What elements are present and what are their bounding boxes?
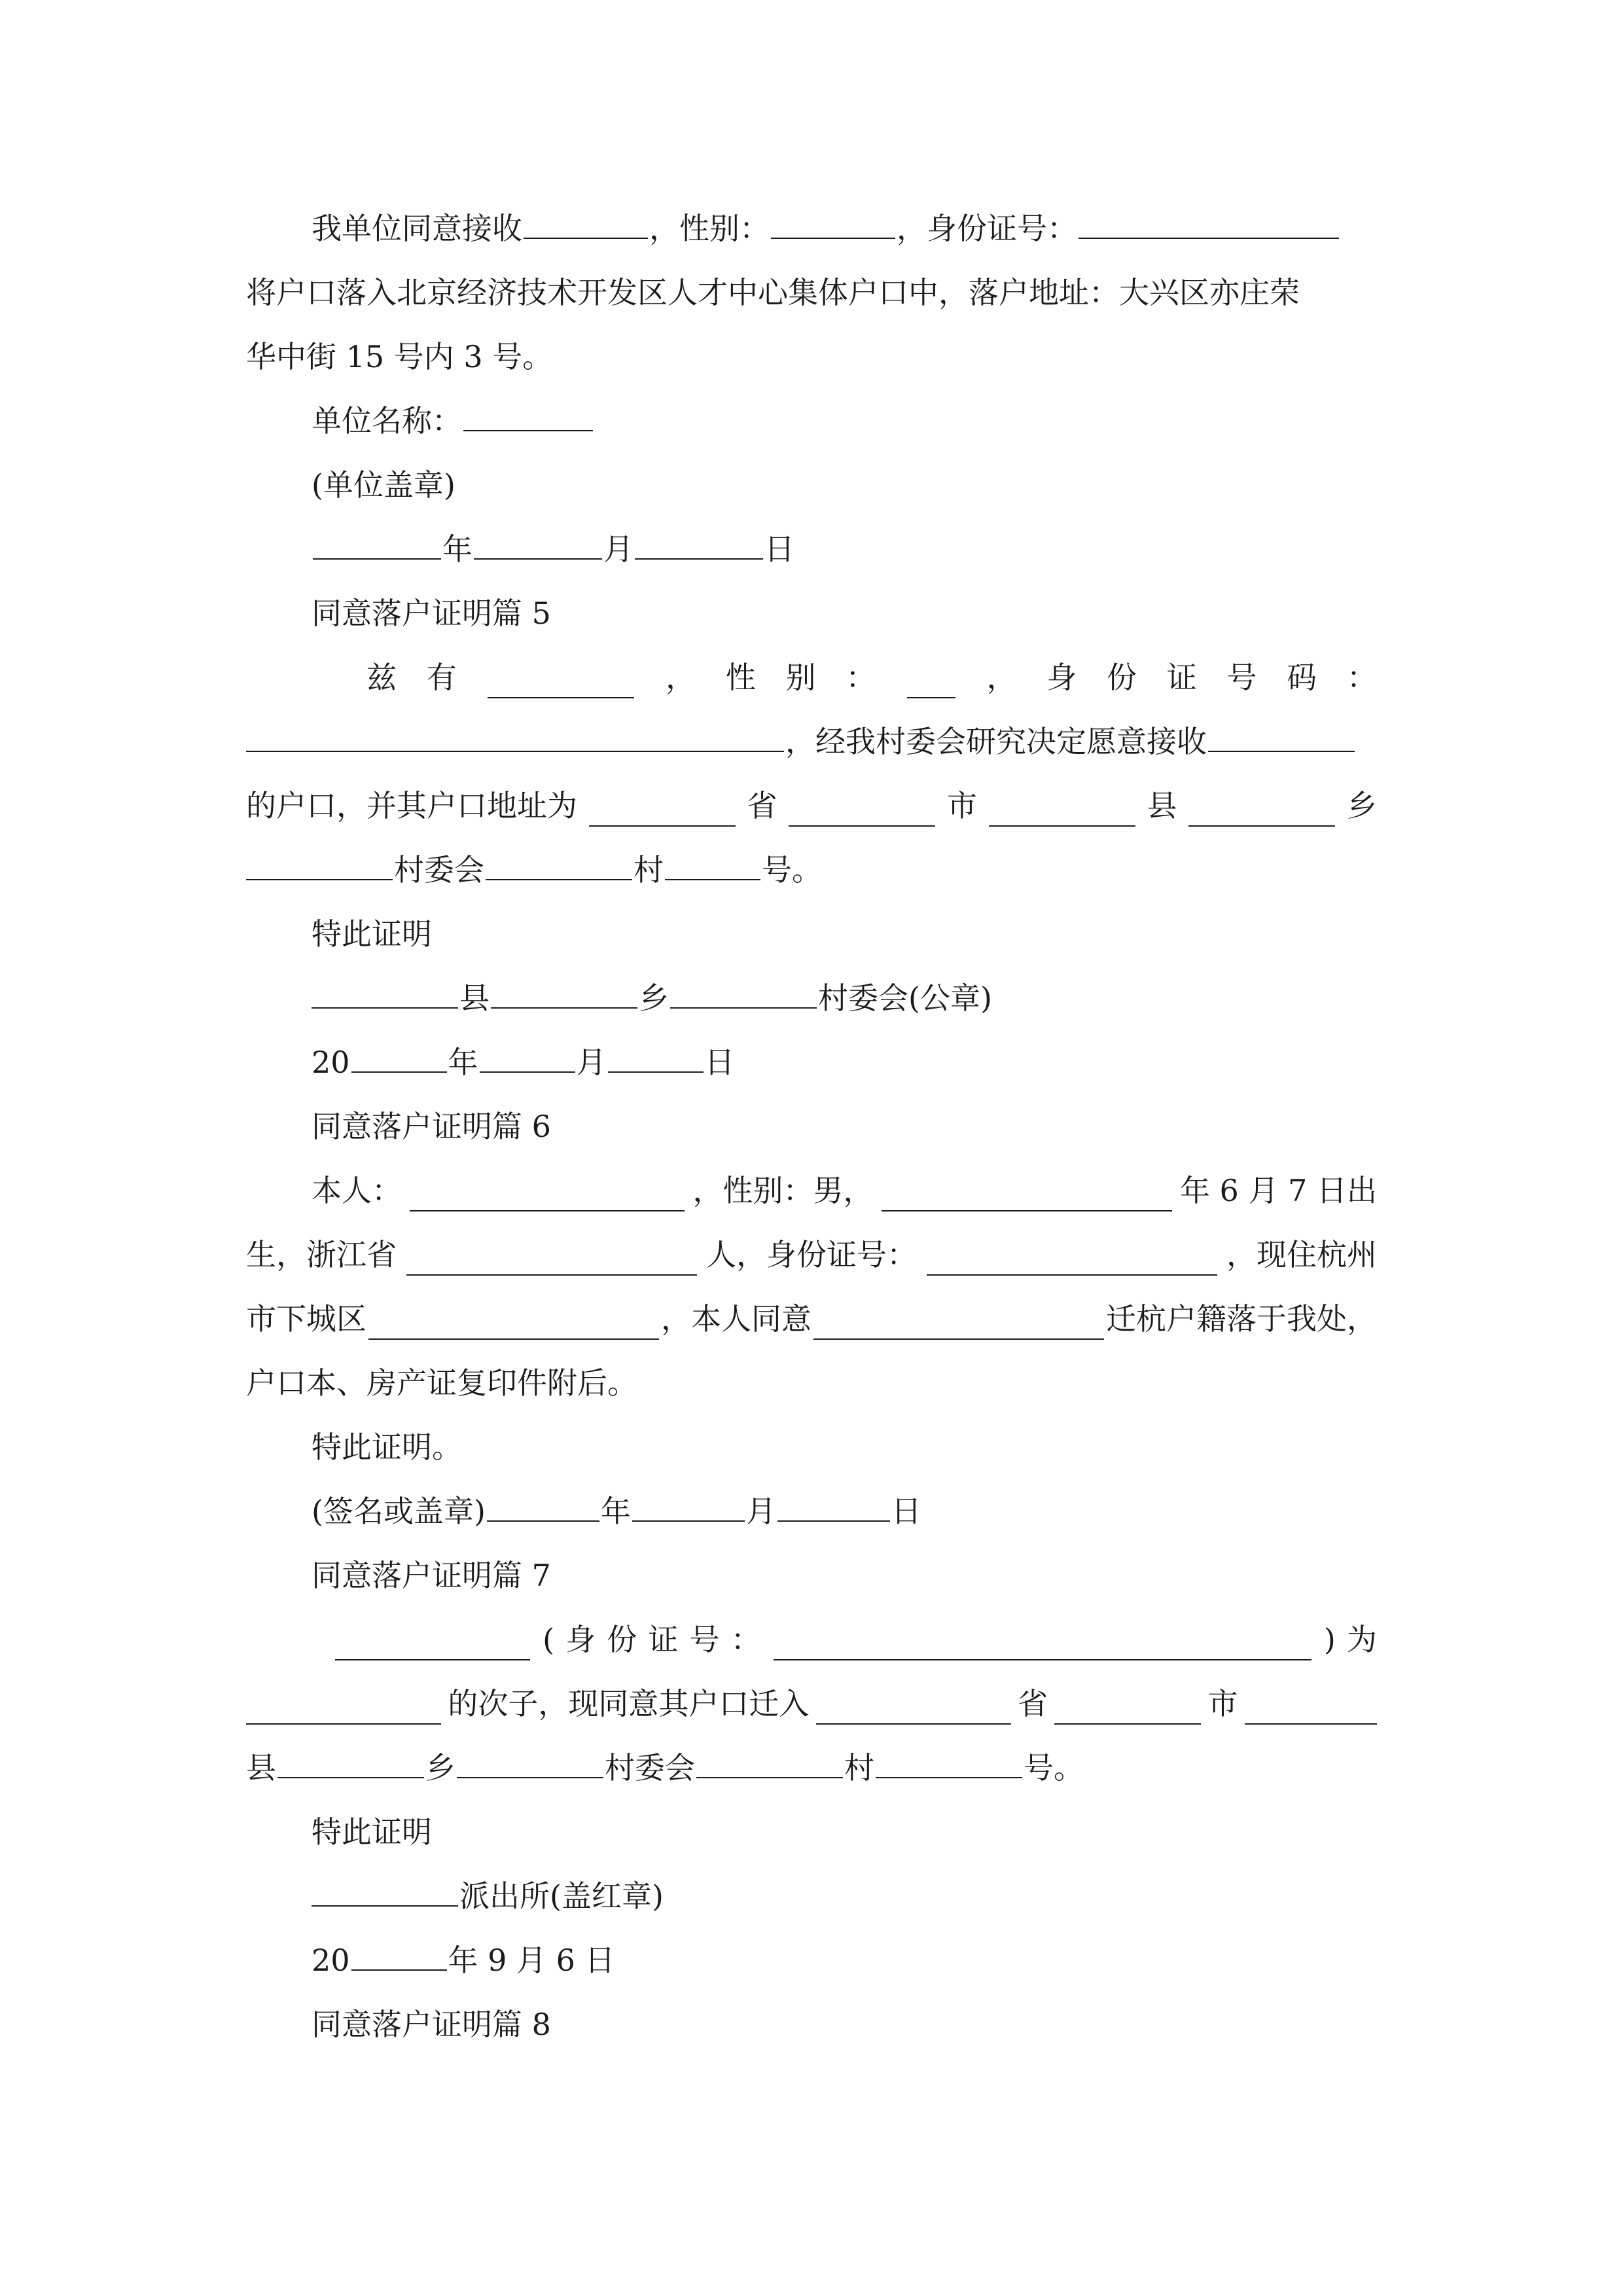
para7-line1 [334, 1607, 1377, 1672]
text: ( [543, 1622, 555, 1657]
text: 村委会 [394, 852, 484, 888]
para-unit-accept-line3: 华中街 15 号内 3 号。 [246, 339, 553, 374]
text: 号。 [762, 852, 822, 888]
blank-gender [907, 656, 955, 698]
blank-village-committee [246, 838, 393, 880]
blank-name [524, 197, 648, 239]
text: 年 [442, 531, 473, 567]
blank-day [777, 1480, 890, 1522]
text: 村 [844, 1750, 874, 1785]
blank-id [927, 1234, 1217, 1276]
text: 份 [607, 1622, 637, 1657]
text: ， [666, 660, 696, 695]
text: 为 [1346, 1622, 1377, 1657]
text: 20 [312, 1045, 350, 1080]
text: 市 [1207, 1686, 1238, 1721]
blank-day [608, 1031, 704, 1073]
blank-township [277, 1736, 424, 1778]
blank-village [670, 967, 817, 1009]
seal-line-7 [312, 1864, 1377, 1928]
text: 号 [1226, 660, 1257, 695]
blank-day [635, 518, 763, 560]
blank-id [246, 710, 784, 752]
text: ： [846, 660, 876, 695]
text: ，性别：男， [692, 1173, 874, 1208]
text: 乡 [425, 1750, 455, 1785]
para5-line4 [246, 838, 1377, 902]
text: 年 [448, 1045, 478, 1080]
text: 号。 [1024, 1750, 1084, 1785]
blank-origin [406, 1234, 697, 1276]
text: 派出所(盖红章) [459, 1878, 664, 1914]
blank-parent [246, 1683, 441, 1725]
text: 份 [1107, 660, 1137, 695]
text: 的户口，并其户口地址为 [246, 788, 577, 823]
para-unit-accept-line1 [312, 196, 1377, 260]
text: ，本人同意 [661, 1301, 812, 1336]
text: (签名或盖章) [312, 1494, 486, 1529]
unit-name-line [312, 389, 1377, 453]
para5-line2 [246, 709, 1377, 774]
text: 身 [1046, 660, 1077, 695]
blank-name [335, 1619, 530, 1660]
blank-year [882, 1170, 1172, 1211]
text: 20 [312, 1943, 350, 1978]
para6-line2 [246, 1223, 1377, 1287]
blank-number [876, 1736, 1022, 1778]
blank-province [816, 1683, 1011, 1725]
text: ： [1346, 660, 1377, 695]
text: 县 [459, 980, 490, 1016]
para7-line3 [246, 1736, 1377, 1800]
para5-line3 [246, 774, 1377, 838]
para-unit-accept-line2: 将户口落入北京经济技术开发区人才中心集体户口中，落户地址：大兴区亦庄荣 [246, 275, 1300, 310]
blank-city [1054, 1683, 1201, 1725]
text: 月 [576, 1045, 607, 1080]
text: 市下城区 [246, 1301, 366, 1336]
blank-number [665, 838, 760, 880]
text: 日 [764, 531, 794, 567]
text: 迁杭户籍落于我处， [1106, 1301, 1377, 1336]
text: ，现住杭州 [1226, 1237, 1377, 1272]
blank-township [1188, 785, 1335, 827]
blank-county-pre [1245, 1683, 1377, 1725]
text: 日 [891, 1494, 921, 1529]
blank-county [989, 785, 1135, 827]
text: ，身份证号： [897, 211, 1077, 246]
text: 月 [745, 1494, 776, 1529]
blank-year [351, 1929, 447, 1971]
date-line-5 [312, 1030, 1377, 1094]
blank-address [368, 1298, 659, 1340]
para6-line4: 户口本、房产证复印件附后。 [246, 1365, 637, 1401]
text: 村 [633, 852, 664, 888]
certify-5: 特此证明 [312, 916, 432, 952]
para7-line2 [246, 1672, 1377, 1736]
text: 省 [747, 788, 777, 823]
text: 号 [689, 1622, 720, 1657]
text: 有 [426, 660, 457, 695]
sign-line-6 [312, 1479, 1377, 1543]
blank-city [789, 785, 935, 827]
text: ，经我村委会研究决定愿意接收 [785, 724, 1207, 759]
text: 本人： [312, 1173, 402, 1208]
section-title-7: 同意落户证明篇 7 [312, 1558, 551, 1593]
blank-village [486, 838, 632, 880]
blank-person [813, 1298, 1104, 1340]
text: 的次子，现同意其户口迁入 [448, 1686, 810, 1721]
blank-month [480, 1031, 575, 1073]
blank-id [774, 1619, 1311, 1660]
para6-line3 [246, 1287, 1377, 1351]
unit-name-label: 单位名称： [312, 403, 462, 439]
text: 生，浙江省 [246, 1237, 397, 1272]
para5-line1 [366, 645, 1377, 709]
text: 码 [1287, 660, 1317, 695]
text: ， [986, 660, 1017, 695]
blank-unit-name [463, 389, 593, 431]
blank-village-committee [457, 1736, 603, 1778]
blank-year [313, 518, 441, 560]
date-line-7 [312, 1928, 1377, 1992]
blank-township [491, 967, 637, 1009]
text: 日 [704, 1045, 735, 1080]
text: 月 [603, 531, 633, 567]
date-line-1 [312, 517, 1377, 581]
text: 市 [947, 788, 977, 823]
blank-county [312, 967, 458, 1009]
blank-name [488, 656, 634, 698]
text: 证 [1166, 660, 1197, 695]
text: ) [1323, 1622, 1336, 1657]
text: ： [730, 1622, 761, 1657]
text: 省 [1017, 1686, 1048, 1721]
text: 年 9 月 6 日 [448, 1943, 615, 1978]
blank-year [351, 1031, 447, 1073]
blank-police-station [312, 1865, 458, 1907]
blank-gender [771, 197, 895, 239]
text: 别 [785, 660, 816, 695]
section-title-8: 同意落户证明篇 8 [312, 2007, 551, 2042]
para6-line1 [312, 1158, 1377, 1223]
blank-id [1079, 197, 1339, 239]
text: 证 [648, 1622, 679, 1657]
blank-person [1208, 710, 1355, 752]
text: 乡 [639, 980, 669, 1016]
blank-name [410, 1170, 685, 1211]
section-title-5: 同意落户证明篇 5 [312, 596, 551, 631]
certify-6: 特此证明。 [312, 1429, 462, 1465]
text: 兹 [366, 660, 397, 695]
text: 村委会 [605, 1750, 695, 1785]
text: 我单位同意接收 [312, 211, 522, 246]
text: ，性别： [649, 211, 770, 246]
text: 年 6 月 7 日出 [1179, 1173, 1377, 1208]
text: 村委会(公章) [818, 980, 992, 1016]
text: 年 [600, 1494, 631, 1529]
text: 身 [565, 1622, 596, 1657]
text: 县 [1147, 788, 1177, 823]
blank-province [589, 785, 736, 827]
text: 性 [725, 660, 756, 695]
certify-7: 特此证明 [312, 1814, 432, 1850]
text: 人，身份证号： [706, 1237, 917, 1272]
unit-seal: (单位盖章) [312, 467, 455, 503]
section-title-6: 同意落户证明篇 6 [312, 1109, 551, 1144]
blank-month [474, 518, 602, 560]
blank-village [696, 1736, 843, 1778]
blank-year [487, 1480, 599, 1522]
text: 县 [246, 1750, 276, 1785]
seal-line-5 [312, 966, 1377, 1030]
text: 乡 [1347, 788, 1377, 823]
blank-month [632, 1480, 745, 1522]
